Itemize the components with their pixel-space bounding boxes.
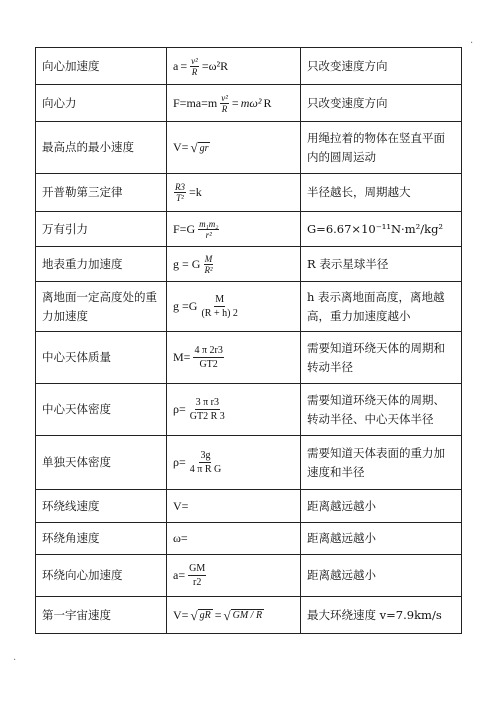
formula-lhs: M= [173,350,191,364]
fraction-denominator: (R + h) 2 [201,308,238,319]
fraction-denominator: T² [176,193,184,203]
formula-lhs: a [173,58,179,73]
formula-cell [167,490,301,523]
formula-cell [167,436,301,490]
formula-rest: =k [189,185,202,199]
quantity-name: 地表重力加速度 [36,247,167,282]
fraction [203,254,213,275]
table-row [36,282,462,332]
fraction [188,562,206,589]
formula-cell [167,174,301,212]
quantity-name: 开普勒第三定律 [36,174,167,212]
formula-cell [167,85,301,122]
table-row [36,597,462,634]
fraction [174,182,186,203]
quantity-name: 最高点的最小速度 [36,122,167,174]
formula-cell [167,523,301,555]
radicand: gr [199,142,209,154]
formula-cell [167,247,301,282]
formula-rest: R [263,95,272,110]
fraction-numerator: v² [221,92,228,103]
fraction-numerator: GM [189,563,206,574]
fraction-numerator: M [215,294,225,305]
note-cell: 距离越远越小 [301,555,462,597]
quantity-name: 环绕角速度 [36,523,167,555]
quantity-name: 离地面一定高度处的重力加速度 [36,282,167,332]
note-cell: 需要知道环绕天体的周期、转动半径、中心天体半径 [301,384,462,436]
formula-cell [167,597,301,634]
fraction-denominator: R [191,66,198,77]
table-row [36,85,462,122]
quantity-name: 向心力 [36,85,167,122]
corner-mark: · [470,38,474,49]
quantity-name: 第一宇宙速度 [36,597,167,634]
formula-eq: = [214,607,222,622]
note-cell: 用绳拉着的物体在竖直平面内的圆周运动 [301,122,462,174]
table-row [36,247,462,282]
fraction [220,93,229,114]
table-row [36,212,462,247]
note-cell: 需要知道环绕天体的周期和转动半径 [301,332,462,384]
note-cell: 最大环绕速度 v=7.9km/s [301,597,462,634]
formula-lhs: V= [173,140,189,154]
table-row [36,436,462,490]
fraction-denominator: GT2 [199,359,218,370]
fraction-numerator: M [204,253,213,264]
fraction [189,396,226,423]
fraction-denominator: 4 π R G [189,464,222,475]
fraction-denominator: r2 [192,577,202,588]
table-row [36,174,462,212]
table-row [36,122,462,174]
note-cell: R 表示星球半径 [301,247,462,282]
formula-rest: =ω²R [201,58,229,73]
formula-lhs: ρ= [173,455,186,469]
table-row [36,48,462,85]
fraction [190,56,199,77]
formula-lhs: a= [173,568,186,582]
fraction-denominator: R [221,103,228,114]
fraction [198,219,219,240]
formula-lhs: F=G [173,221,196,236]
fraction [189,449,222,476]
formula-table [35,47,462,634]
square-root: √ GM / R [223,607,263,623]
radicand: gR [199,610,211,621]
quantity-name: 向心加速度 [36,48,167,85]
fraction [200,293,238,320]
formula-eq: = [231,95,239,110]
note-cell: G=6.67×10⁻¹¹N·m²/kg² [301,212,462,247]
note-cell: 需要知道天体表面的重力加速度和半径 [301,436,462,490]
fraction-numerator: 4 π 2r3 [194,345,223,356]
table-row [36,332,462,384]
note-cell: 半径越长，周期越大 [301,174,462,212]
formula-lhs: F=ma=m [173,95,218,110]
radicand: GM / R [232,610,263,621]
formula-lhs: g =G [173,299,198,313]
formula-lhs: ω= [173,531,188,545]
formula-cell [167,384,301,436]
table-row [36,555,462,597]
note-cell: 距离越远越小 [301,490,462,523]
fraction [193,344,223,371]
fraction-numerator: R3 [175,182,185,192]
fraction-denominator: r² [205,229,212,240]
fraction-denominator: R² [204,264,213,275]
note-cell: 只改变速度方向 [301,48,462,85]
formula-cell [167,212,301,247]
fraction-numerator: 3 π r3 [195,397,219,408]
formula-cell [167,555,301,597]
footer-mark: · [13,655,17,666]
formula-term: mω² [240,95,262,110]
table-row [36,384,462,436]
quantity-name: 中心天体密度 [36,384,167,436]
note-cell: 距离越远越小 [301,523,462,555]
fraction-numerator: 3g [200,450,211,461]
formula-cell [167,282,301,332]
formula-lhs: V= [173,607,189,622]
formula-cell [167,48,301,85]
square-root: √ gR [190,607,211,623]
formula-cell [167,122,301,174]
quantity-name: 环绕线速度 [36,490,167,523]
table-row [36,523,462,555]
formula-cell [167,332,301,384]
table-row [36,490,462,523]
square-root: √ gr [190,140,209,155]
quantity-name: 万有引力 [36,212,167,247]
formula-lhs: V= [173,498,189,513]
quantity-name: 单独天体密度 [36,436,167,490]
formula-lhs: g = G [173,256,201,271]
fraction-numerator: v² [191,55,198,66]
quantity-name: 中心天体质量 [36,332,167,384]
quantity-name: 环绕向心加速度 [36,555,167,597]
fraction-denominator: GT2 R 3 [189,411,225,422]
note-cell: h 表示离地面高度，离地越高，重力加速度越小 [301,282,462,332]
formula-lhs: ρ= [173,402,186,416]
fraction-numerator: m₁m₂ [199,218,219,229]
formula-eq: = [180,58,188,73]
note-cell: 只改变速度方向 [301,85,462,122]
